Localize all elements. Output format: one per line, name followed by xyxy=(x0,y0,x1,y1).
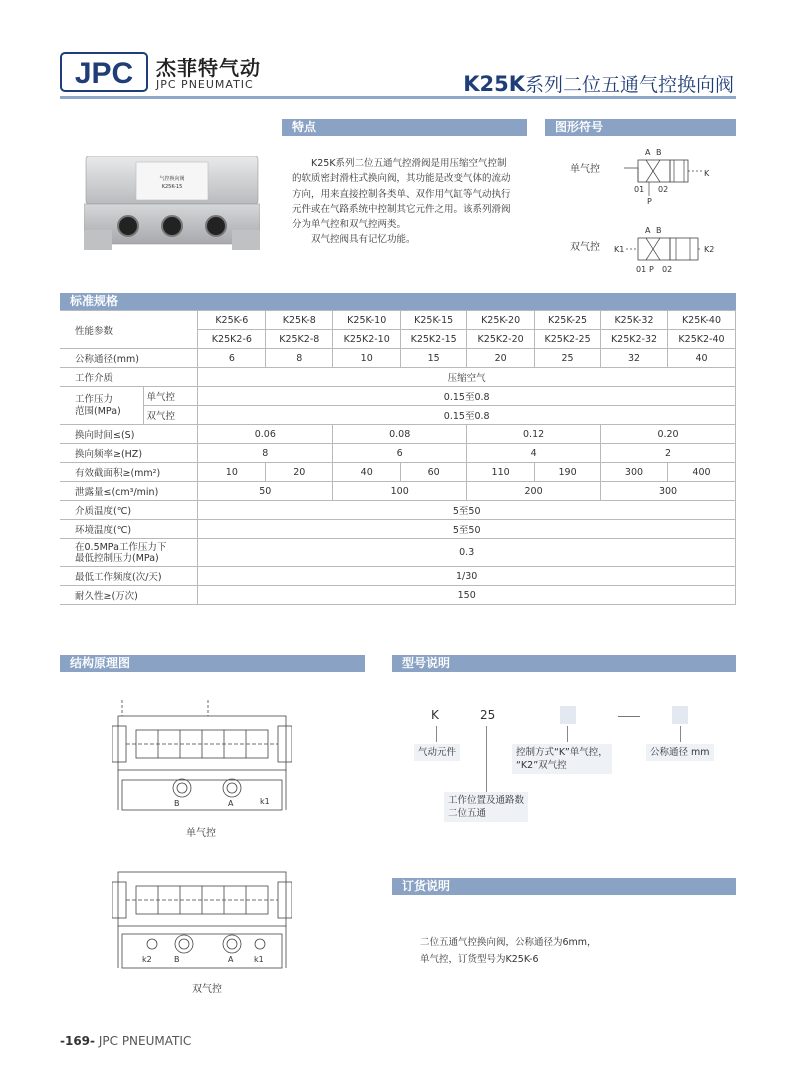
nominal-cell: 6 xyxy=(198,349,266,368)
area-cell: 190 xyxy=(535,463,601,482)
model-label-component: 气动元件 xyxy=(414,744,460,761)
model-double-cell: K25K2-40 xyxy=(667,330,735,349)
model-single-cell: K25K-40 xyxy=(667,311,735,330)
table-row xyxy=(60,387,736,406)
structure-single-drawing xyxy=(112,700,292,816)
title-model: K25K xyxy=(463,72,525,96)
table-row xyxy=(60,567,736,586)
double-port-a: A xyxy=(228,955,234,964)
connector-line xyxy=(567,726,568,742)
freq-cell: 8 xyxy=(198,444,333,463)
model-control-box xyxy=(560,706,576,724)
leak-cell: 200 xyxy=(467,482,601,501)
brand-name-en: JPC PNEUMATIC xyxy=(156,78,254,91)
sym2-port-01: 01 xyxy=(636,265,647,274)
freq-label: 换向频率≥(HZ) xyxy=(60,444,198,463)
switch-time-label: 换向时间≤(S) xyxy=(60,425,198,444)
medium-label: 工作介质 xyxy=(60,368,198,387)
switch-time-cell: 0.20 xyxy=(601,425,736,444)
area-cell: 400 xyxy=(667,463,735,482)
model-single-cell: K25K-8 xyxy=(266,311,333,330)
min-freq-label: 最低工作频度(次/天) xyxy=(60,567,198,586)
structure-double-drawing xyxy=(112,862,292,974)
area-cell: 300 xyxy=(601,463,668,482)
nominal-cell: 32 xyxy=(601,349,668,368)
table-row xyxy=(60,311,736,330)
model-double-cell: K25K2-8 xyxy=(266,330,333,349)
section-structure: 结构原理图 xyxy=(60,655,365,672)
connector-line xyxy=(436,726,437,742)
footer-brand: JPC PNEUMATIC xyxy=(98,1034,192,1048)
model-single-cell: K25K-20 xyxy=(467,311,535,330)
features-paragraph-2: 双气控阀具有记忆功能。 xyxy=(311,234,416,246)
min-pressure-value: 0.3 xyxy=(198,539,736,567)
model-double-cell: K25K2-10 xyxy=(333,330,401,349)
sym2-port-p: P xyxy=(649,265,654,274)
pressure-single-value: 0.15至0.8 xyxy=(198,387,736,406)
leak-cell: 50 xyxy=(198,482,333,501)
nominal-cell: 10 xyxy=(333,349,401,368)
param-header: 性能参数 xyxy=(60,311,198,349)
section-model: 型号说明 xyxy=(392,655,736,672)
single-port-k1: k1 xyxy=(260,797,270,806)
single-port-a: A xyxy=(228,799,234,808)
leak-cell: 100 xyxy=(333,482,467,501)
features-text xyxy=(292,156,516,248)
model-single-cell: K25K-32 xyxy=(601,311,668,330)
symbol-double-label: 双气控 xyxy=(570,242,600,253)
sym2-port-k2: K2 xyxy=(704,245,715,254)
model-double-cell: K25K2-20 xyxy=(467,330,535,349)
model-label-position: 工作位置及通路数 二位五通 xyxy=(444,792,528,822)
table-row xyxy=(60,501,736,520)
section-order: 订货说明 xyxy=(392,878,736,895)
table-row xyxy=(60,406,736,425)
sym1-port-p: P xyxy=(647,197,652,206)
page-number: -169- xyxy=(60,1034,96,1048)
pressure-single-label: 单气控 xyxy=(144,387,198,406)
connector-line xyxy=(680,726,681,742)
area-cell: 60 xyxy=(401,463,467,482)
switch-time-cell: 0.08 xyxy=(333,425,467,444)
leak-label: 泄露量≤(cm³/min) xyxy=(60,482,198,501)
nominal-cell: 20 xyxy=(467,349,535,368)
switch-time-cell: 0.12 xyxy=(467,425,601,444)
double-port-b: B xyxy=(174,955,180,964)
pressure-double-label: 双气控 xyxy=(144,406,198,425)
structure-double-caption: 双气控 xyxy=(192,984,222,995)
nominal-label: 公称通径(mm) xyxy=(60,349,198,368)
model-double-cell: K25K2-6 xyxy=(198,330,266,349)
order-text: 二位五通气控换向阀，公称通径为6mm， 单气控，订货型号为K25K-6 xyxy=(420,937,597,965)
durability-label: 耐久性≥(万次) xyxy=(60,586,198,605)
min-freq-value: 1/30 xyxy=(198,567,736,586)
model-single-cell: K25K-6 xyxy=(198,311,266,330)
model-double-cell: K25K2-15 xyxy=(401,330,467,349)
freq-cell: 6 xyxy=(333,444,467,463)
model-single-cell: K25K-25 xyxy=(535,311,601,330)
area-cell: 20 xyxy=(266,463,333,482)
model-single-cell: K25K-10 xyxy=(333,311,401,330)
symbol-single-valve xyxy=(620,146,720,208)
area-cell: 110 xyxy=(467,463,535,482)
model-bore-box xyxy=(672,706,688,724)
model-dash xyxy=(618,716,640,717)
nominal-cell: 15 xyxy=(401,349,467,368)
medium-value: 压缩空气 xyxy=(198,368,736,387)
sym2-port-02: 02 xyxy=(662,265,673,274)
section-symbols: 图形符号 xyxy=(545,119,736,136)
structure-single-caption: 单气控 xyxy=(186,828,216,839)
nominal-cell: 8 xyxy=(266,349,333,368)
model-label-bore: 公称通径 mm xyxy=(646,744,714,761)
pressure-label: 工作压力 范围(MPa) xyxy=(60,387,144,425)
nominal-cell: 25 xyxy=(535,349,601,368)
valve-product-image xyxy=(84,156,260,252)
double-port-k2: k2 xyxy=(142,955,152,964)
table-row xyxy=(60,482,736,501)
title-rest: 系列二位五通气控换向阀 xyxy=(524,74,734,96)
page-title xyxy=(463,70,734,97)
header-divider xyxy=(60,96,736,99)
table-row xyxy=(60,444,736,463)
pressure-double-value: 0.15至0.8 xyxy=(198,406,736,425)
model-single-cell: K25K-15 xyxy=(401,311,467,330)
connector-line xyxy=(486,726,487,794)
sym1-port-a: A xyxy=(645,148,651,157)
medium-temp-label: 介质温度(℃) xyxy=(60,501,198,520)
medium-temp-value: 5至50 xyxy=(198,501,736,520)
table-row xyxy=(60,463,736,482)
sym2-port-k1: K1 xyxy=(614,245,625,254)
min-pressure-label: 在0.5MPa工作压力下 最低控制压力(MPa) xyxy=(60,539,198,567)
model-double-cell: K25K2-32 xyxy=(601,330,668,349)
jpc-logo xyxy=(60,52,148,92)
table-row xyxy=(60,349,736,368)
area-cell: 10 xyxy=(198,463,266,482)
model-number: 25 xyxy=(480,708,496,722)
freq-cell: 2 xyxy=(601,444,736,463)
sym1-port-k: K xyxy=(704,169,710,178)
double-port-k1: k1 xyxy=(254,955,264,964)
sym1-port-01: 01 xyxy=(634,185,645,194)
single-port-b: B xyxy=(174,799,180,808)
sym2-port-a: A xyxy=(645,226,651,235)
area-cell: 40 xyxy=(333,463,401,482)
logo-text: JPC xyxy=(74,57,134,90)
table-row xyxy=(60,520,736,539)
switch-time-cell: 0.06 xyxy=(198,425,333,444)
sym1-port-b: B xyxy=(656,148,662,157)
product-label-line1: 气控换向阀 xyxy=(159,176,185,182)
spec-table xyxy=(60,310,736,605)
features-paragraph-1: K25K系列二位五通气控滑阀是用压缩空气控制的软质密封滑柱式换向阀，其功能是改变气体的流动方向，用来直接控制各类单、双作用气缸等气动执行元件或在气路系统中控制其它元件之用。该系列滑阀分为单气控和双气控两类。 xyxy=(292,158,511,231)
leak-cell: 300 xyxy=(601,482,736,501)
section-spec: 标准规格 xyxy=(60,293,736,310)
sym2-port-b: B xyxy=(656,226,662,235)
symbol-double-valve xyxy=(612,224,722,286)
model-label-control: 控制方式“K”单气控， “K2”双气控 xyxy=(512,744,612,774)
nominal-cell: 40 xyxy=(667,349,735,368)
model-letter-k: K xyxy=(431,708,439,722)
sym1-port-02: 02 xyxy=(658,185,669,194)
table-row xyxy=(60,368,736,387)
table-row xyxy=(60,586,736,605)
env-temp-label: 环境温度(℃) xyxy=(60,520,198,539)
footer xyxy=(60,1034,191,1048)
env-temp-value: 5至50 xyxy=(198,520,736,539)
symbol-single-label: 单气控 xyxy=(570,164,600,175)
durability-value: 150 xyxy=(198,586,736,605)
table-row xyxy=(60,539,736,567)
area-label: 有效截面积≥(mm²) xyxy=(60,463,198,482)
brand-name-cn: 杰菲特气动 xyxy=(156,56,261,80)
table-row xyxy=(60,425,736,444)
product-label-line2: K25K-15 xyxy=(161,184,183,190)
freq-cell: 4 xyxy=(467,444,601,463)
section-features: 特点 xyxy=(282,119,527,136)
model-double-cell: K25K2-25 xyxy=(535,330,601,349)
